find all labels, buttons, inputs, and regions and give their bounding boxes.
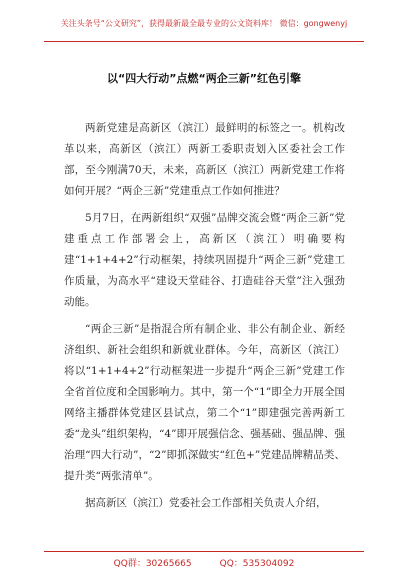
document-title: 以“四大行动”点燃“两企三新”红色引擎 — [107, 72, 301, 85]
qq-text: QQ：535304092 — [219, 559, 295, 569]
header-divider — [44, 41, 364, 42]
paragraph-1: 两新党建是高新区（滨江）最鲜明的标签之一。机构改革以来，高新区（滨江）两新工委职责划入区委社会工作部，至今刚满70天，未来，高新区（滨江）两新党建工作将如何开展？“两企三新”党建重点工作如何推进？ — [64, 122, 345, 197]
footer-divider — [44, 551, 364, 552]
promo-banner: 关注头条号“公文研究”，获得最新最全最专业的公文资料库！ 微信：gongwenyj — [60, 19, 348, 28]
paragraph-4: 据高新区（滨江）党委社会工作部相关负责人介绍， — [85, 497, 327, 509]
qq-group-text: QQ群：30265665 — [113, 559, 192, 569]
paragraph-3: “两企三新”是指混合所有制企业、非公有制企业、新经济组织、新社会组织和新就业群体。今年，高新区（滨江）将以“1+1+4+2”行动框架进一步提升“两企三新”党建工作全省首位度和全国影响力。其中，第一个“1”即全力开展全国网络主播群体党建区县试点，第二个“1”即建强完善两新工委“龙头”组织架构，“4”即开展强信念、强基础、强品牌、强治理“四大行动”，“2”即抓深做实“红色+”党建品牌精品类、提升类“两张清单”。 — [64, 323, 345, 482]
footer — [0, 556, 408, 569]
document-body — [64, 118, 345, 520]
paragraph-2: 5月7日，在两新组织“双强”品牌交流会暨“两企三新”党建重点工作部署会上，高新区（滨江）明确要构建“1+1+4+2”行动框架，持续巩固提升“两企三新”党建工作质量，为高水平“建设天堂硅谷、打造硅谷天堂”注入强劲动能。 — [64, 212, 345, 308]
